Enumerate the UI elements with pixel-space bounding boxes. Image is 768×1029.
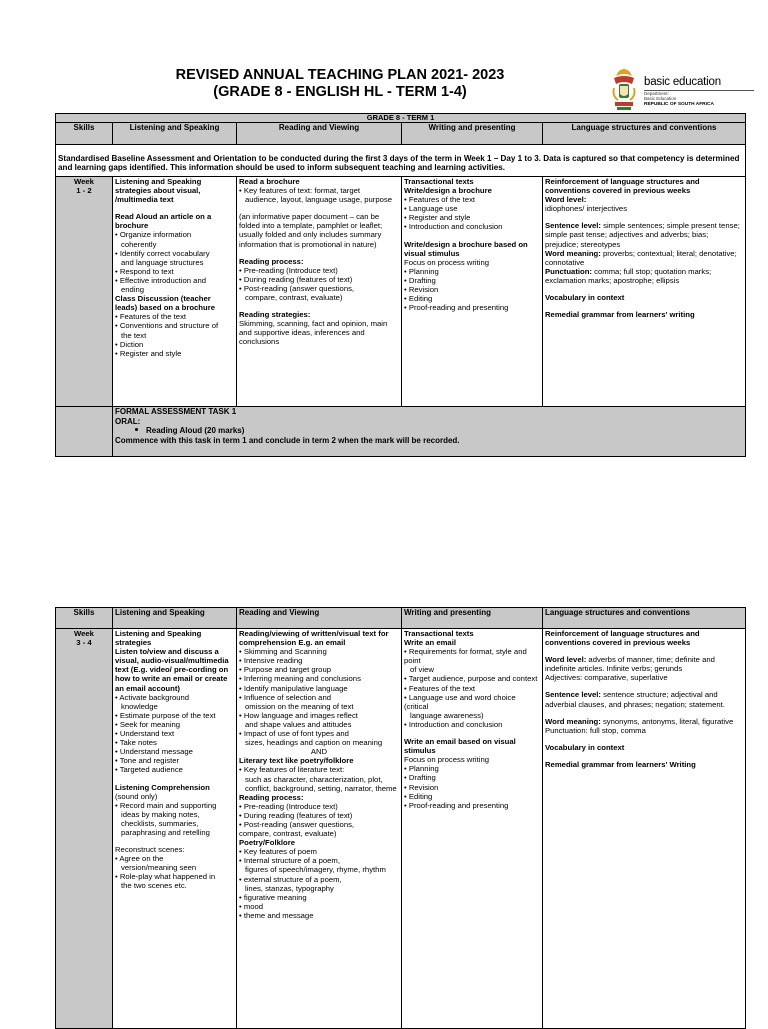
cell-line: • Planning — [404, 764, 439, 774]
cell-line: Listen to/view and discuss a visual, audio-visual/multimedia text (E.g. video/ pre-cording on how to write an email or create an email account) — [115, 647, 229, 693]
cell-line: • Editing — [404, 294, 433, 304]
cell-line: • Target audience, purpose and context — [404, 674, 538, 684]
col-header-listening: Listening and Speaking — [113, 608, 237, 629]
cell-line: Skimming, scanning, fact and opinion, main and supportive ideas, inferences and conclusions — [239, 319, 388, 347]
cell-line: such as character, characterization, plot, conflict, background, setting, narrator, theme — [245, 774, 397, 793]
cell-line: Listening Comprehension — [115, 782, 210, 792]
cell-line: • Understand text — [115, 729, 175, 739]
cell-line: Word meaning: proverbs; contextual; literal; denotative; connotative — [545, 248, 737, 267]
week-cell: Week 3 - 4 — [56, 629, 113, 1029]
language-cell — [543, 177, 746, 407]
language-cell — [543, 629, 746, 1029]
term1-table — [55, 113, 746, 457]
cell-line: Literary text like poetry/folklore — [239, 756, 354, 766]
cell-line: • Key features of poem — [239, 847, 317, 857]
cell-line: • Editing — [404, 791, 433, 801]
cell-line: version/meaning seen — [121, 863, 197, 873]
spacer — [545, 682, 743, 690]
cell-line: audience, layout, language usage, purpose — [245, 195, 393, 205]
assessment-bullet: Reading Aloud (20 marks) — [115, 426, 743, 436]
cell-line: • Features of the text — [115, 312, 187, 322]
spacer — [545, 647, 743, 655]
cell-line: Vocabulary in context — [545, 293, 625, 303]
writing-cell — [402, 177, 543, 407]
cell-line: • Respond to text — [115, 266, 174, 276]
assessment-title: FORMAL ASSESSMENT TASK 1 — [115, 407, 237, 416]
col-header-skills: Skills — [56, 123, 113, 145]
writing-cell — [402, 629, 543, 1029]
cell-line: Reading/viewing of written/visual text for comprehension E.g. an email — [239, 629, 389, 648]
cell-line: • Register and style — [404, 213, 471, 223]
cell-line: • Purpose and target group — [239, 665, 332, 675]
cell-line: Reading process: — [239, 256, 304, 266]
col-header-reading: Reading and Viewing — [237, 123, 402, 145]
cell-line: • Proof-reading and presenting — [404, 303, 509, 313]
cell-line: AND — [310, 747, 328, 757]
cell-line: Word level: adverbs of manner, time; definite and indefinite articles. Infinite verbs; gerunds — [545, 655, 715, 674]
cell-line: • Diction — [115, 339, 144, 349]
col-header-language: Language structures and conventions — [543, 608, 746, 629]
cell-line: • Inferring meaning and conclusions — [239, 674, 361, 684]
spacer — [545, 285, 743, 293]
cell-line: Transactional texts — [404, 629, 474, 638]
cell-line: of view — [410, 665, 434, 675]
spacer — [545, 709, 743, 717]
spacer — [545, 735, 743, 743]
assessment-skills-cell — [56, 407, 113, 457]
cell-line: • Register and style — [115, 348, 182, 358]
cell-line: • Identify correct vocabulary — [115, 248, 210, 258]
cell-line: • Introduction and conclusion — [404, 719, 503, 729]
formal-assessment — [113, 407, 746, 457]
week-cell: Week 1 - 2 — [56, 177, 113, 407]
cell-line: Write an email based on visual stimulus — [404, 737, 516, 756]
spacer — [239, 249, 399, 257]
cell-line: the text — [121, 330, 147, 340]
cell-line: • Agree on the — [115, 854, 164, 864]
cell-line: figures of speech/imagery, rhyme, rhythm — [245, 865, 386, 875]
col-header-writing: Writing and presenting — [402, 123, 543, 145]
spacer — [115, 204, 234, 212]
cell-line: Punctuation: full stop, comma — [545, 725, 646, 735]
cell-line: • Features of the text — [404, 683, 476, 693]
cell-line: language awareness) — [410, 710, 484, 720]
cell-line: lines, stanzas, typography — [245, 883, 334, 893]
cell-line: • Skimming and Scanning — [239, 647, 327, 657]
cell-line: Listening and Speaking strategies — [115, 629, 202, 648]
cell-line: Word meaning: synonyms, antonyms, literal, figurative — [545, 716, 734, 726]
reading-cell — [237, 177, 402, 407]
cell-line: ideas by making notes, checklists, summaries, paraphrasing and retelling — [121, 809, 210, 837]
cell-line: compare, contrast, evaluate) — [239, 829, 337, 839]
cell-line: • mood — [239, 901, 264, 911]
col-header-reading: Reading and Viewing — [237, 608, 402, 629]
cell-line: • During reading (features of text) — [239, 810, 353, 820]
cell-line: the two scenes etc. — [121, 881, 187, 891]
spacer — [239, 204, 399, 212]
cell-line: • Pre-reading (Introduce text) — [239, 801, 338, 811]
cell-line: Class Discussion (teacher leads) based on a brochure — [115, 294, 215, 313]
cell-line: and shape values and attitudes — [245, 719, 352, 729]
cell-line: Sentence level: sentence structure; adjectival and adverbial clauses, and phrases; negation; statement. — [545, 690, 725, 709]
col-header-listening: Listening and Speaking — [113, 123, 237, 145]
cell-line: • Revision — [404, 782, 439, 792]
coat-of-arms-icon — [610, 66, 638, 112]
cell-line: Adjectives: comparative, superlative — [545, 673, 668, 683]
cell-line: Vocabulary in context — [545, 742, 625, 752]
cell-line: • Organize information — [115, 230, 192, 240]
cell-line: Focus on process writing — [404, 755, 490, 765]
cell-line: compare, contrast, evaluate) — [245, 293, 343, 303]
cell-line: • Requirements for format, style and point — [404, 647, 527, 666]
term-header: GRADE 8 - TERM 1 — [56, 114, 746, 123]
cell-line: Punctuation: comma; full stop; quotation marks; exclamation marks; apostrophe; ellipsis — [545, 266, 712, 285]
cell-line: • Internal structure of a poem, — [239, 856, 340, 866]
cell-line: coherently — [121, 239, 157, 249]
cell-line: Sentence level: simple sentences; simple present tense; simple past tense; adjectives and adverbs; bias; prejudice; stereotypes — [545, 221, 740, 249]
cell-line: • Proof-reading and presenting — [404, 800, 509, 810]
department-logo — [610, 66, 760, 114]
cell-line: • Targeted audience — [115, 765, 183, 775]
cell-line: • Tone and register — [115, 756, 180, 766]
logo-department: Department: Basic Education — [644, 91, 677, 101]
spacer — [545, 302, 743, 310]
cell-line: • Activate background — [115, 692, 190, 702]
logo-name: basic education — [644, 76, 721, 88]
cell-line: Read a brochure — [239, 177, 300, 186]
cell-line: • figurative meaning — [239, 892, 307, 902]
document-title-line-1: REVISED ANNUAL TEACHING PLAN 2021- 2023 — [175, 67, 505, 83]
cell-line: • How language and images reflect — [239, 710, 358, 720]
cell-line: Focus on process writing — [404, 257, 490, 267]
cell-line: • Record main and supporting — [115, 800, 217, 810]
cell-line: • During reading (features of text) — [239, 274, 353, 284]
cell-line: • Introduction and conclusion — [404, 222, 503, 232]
cell-line: idiophones/ interjectives — [545, 204, 628, 214]
cell-line: • Drafting — [404, 773, 436, 783]
weeks-3-4-table — [55, 607, 746, 1029]
cell-line: • theme and message — [239, 910, 314, 920]
cell-line: • Language use and word choice (critical — [404, 692, 516, 711]
cell-line: Reinforcement of language structures and conventions covered in previous weeks — [545, 629, 700, 648]
spacer — [404, 232, 540, 240]
col-header-skills: Skills — [56, 608, 113, 629]
logo-country: REPUBLIC OF SOUTH AFRICA — [644, 102, 714, 107]
cell-line: Write/design a brochure based on visual stimulus — [404, 239, 528, 258]
cell-line: • Effective introduction and — [115, 275, 207, 285]
cell-line: knowledge — [121, 701, 158, 711]
cell-line: Write/design a brochure — [404, 186, 492, 196]
cell-line: Read Aloud an article on a brochure — [115, 212, 212, 231]
spacer — [545, 213, 743, 221]
cell-line: • Features of the text — [404, 195, 476, 205]
col-header-language: Language structures and conventions — [543, 123, 746, 145]
cell-line: • Conventions and structure of — [115, 321, 219, 331]
cell-line: Transactional texts — [404, 177, 474, 186]
cell-line: Reading process: — [239, 792, 304, 802]
spacer — [115, 775, 234, 783]
assessment-note: Commence with this task in term 1 and conclude in term 2 when the mark will be recorded. — [115, 435, 460, 445]
cell-line: (sound only) — [115, 791, 158, 801]
cell-line: • Planning — [404, 266, 439, 276]
cell-line: sizes, headings and caption on meaning — [245, 738, 383, 748]
spacer — [545, 752, 743, 760]
assessment-oral: ORAL: — [115, 416, 141, 426]
reading-cell — [237, 629, 402, 1029]
cell-line: Poetry/Folklore — [239, 838, 295, 848]
cell-line: • Impact of use of font types and — [239, 729, 349, 739]
cell-line: • Take notes — [115, 738, 157, 748]
cell-line: • Seek for meaning — [115, 719, 181, 729]
cell-line: • Drafting — [404, 275, 436, 285]
cell-line: • Estimate purpose of the text — [115, 710, 216, 720]
cell-line: • Revision — [404, 285, 439, 295]
cell-line: Reconstruct scenes: — [115, 845, 185, 855]
cell-line: omission on the meaning of text — [245, 701, 354, 711]
cell-line: and language structures — [121, 257, 204, 267]
col-header-writing: Writing and presenting — [402, 608, 543, 629]
listening-cell — [113, 629, 237, 1029]
cell-line: Reinforcement of language structures and conventions covered in previous weeks — [545, 177, 700, 196]
cell-line: Remedial grammar from learners' Writing — [545, 759, 696, 769]
cell-line: • Language use — [404, 204, 458, 214]
cell-line: ending — [121, 285, 145, 295]
cell-line: Word level: — [545, 195, 587, 205]
cell-line: • Key features of text: format, target — [239, 186, 361, 196]
cell-line: • Role-play what happened in — [115, 872, 216, 882]
cell-line: • Key features of literature text: — [239, 765, 345, 775]
spacer — [239, 302, 399, 310]
spacer — [404, 729, 540, 737]
cell-line: • Identify manipulative language — [239, 683, 348, 693]
cell-line: • Post-reading (answer questions, — [239, 283, 355, 293]
cell-line: • external structure of a poem, — [239, 874, 342, 884]
cell-line: • Post-reading (answer questions, — [239, 819, 355, 829]
cell-line: (an informative paper document – can be folded into a template, pamphlet or leaflet; usually folded and only includes summary information that is promotional in nature) — [239, 212, 383, 249]
cell-line: • Intensive reading — [239, 656, 303, 666]
cell-line: • Understand message — [115, 747, 193, 757]
cell-line: Listening and Speaking strategies about visual, /multimedia text — [115, 177, 202, 205]
document-title-line-2: (GRADE 8 - ENGLISH HL - TERM 1-4) — [213, 84, 467, 100]
cell-line: Write an email — [404, 638, 456, 648]
listening-cell — [113, 177, 237, 407]
baseline-notice: Standardised Baseline Assessment and Orientation to be conducted during the first 3 days of the term in Week 1 – Day 1 to 3. Data is captured so that competency is determined and learning gaps identified. This information should be used to inform subsequent teaching and learning activities. — [56, 145, 746, 177]
spacer — [115, 837, 234, 845]
cell-line: • Influence of selection and — [239, 692, 332, 702]
cell-line: Remedial grammar from learners' writing — [545, 310, 695, 320]
cell-line: • Pre-reading (Introduce text) — [239, 265, 338, 275]
cell-line: Reading strategies: — [239, 310, 311, 320]
